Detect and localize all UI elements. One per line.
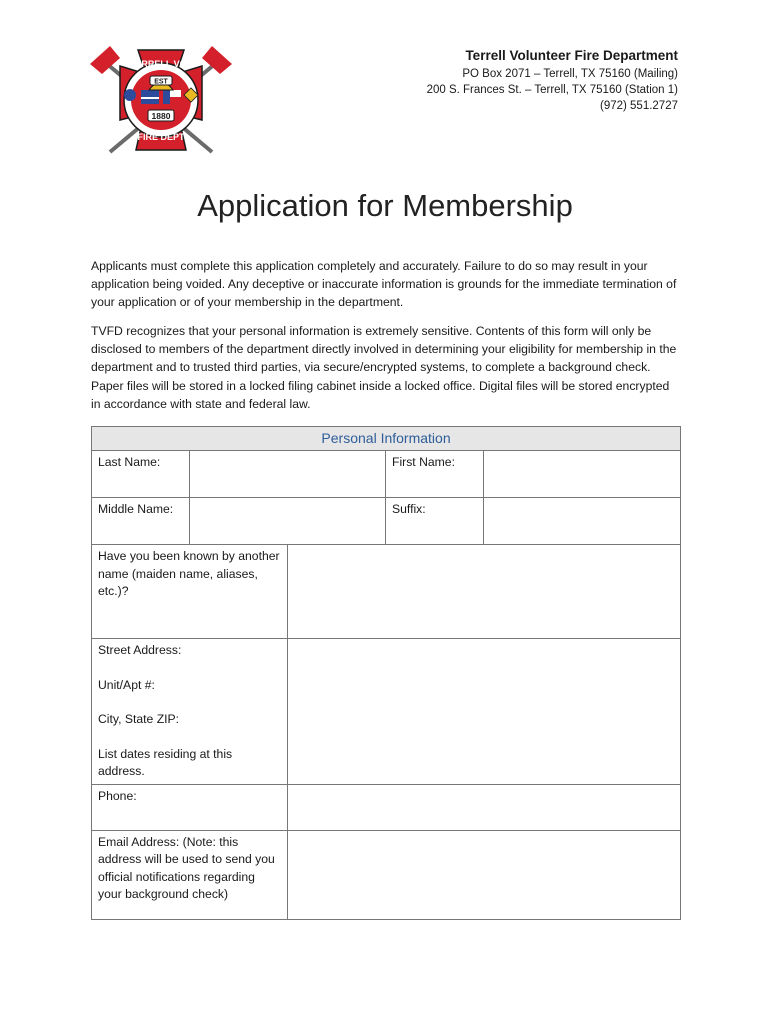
logo-top-text: TERRELL VOL	[129, 59, 193, 69]
organization-name: Terrell Volunteer Fire Department	[465, 48, 678, 63]
intro-paragraph: Applicants must complete this application completely and accurately. Failure to do so may result in your application being voided. Any deceptive or inaccurate information is grounds for the immediate termination of your application or of your membership in the department.	[91, 259, 677, 310]
last-name-field[interactable]	[190, 451, 386, 498]
suffix-label: Suffix:	[386, 498, 484, 545]
residence-dates-label: List dates residing at this address.	[98, 746, 233, 778]
address-field[interactable]	[288, 639, 681, 785]
fire-department-logo	[86, 40, 236, 160]
station-address: 200 S. Frances St. – Terrell, TX 75160 (Station 1)	[426, 84, 678, 96]
organization-header	[427, 48, 678, 114]
city-state-zip-label: City, State ZIP:	[98, 712, 180, 726]
email-label: Email Address: (Note: this address will be used to send you official notifications regarding your background check)	[92, 830, 288, 919]
section-header	[92, 427, 681, 451]
email-field[interactable]	[288, 830, 681, 919]
first-name-label: First Name:	[386, 451, 484, 498]
street-address-label: Street Address:	[98, 643, 182, 657]
privacy-paragraph: TVFD recognizes that your personal information is extremely sensitive. Contents of this form will only be disclosed to members of the department directly involved in determining your eligibility for membership in the department and to trusted third parties, via secure/encrypted systems, to complete a background check. Paper files will be stored in a locked filing cabinet inside a locked office. Digital files will be stored encrypted in accordance with state and federal law.	[91, 324, 677, 411]
middle-name-label: Middle Name:	[92, 498, 190, 545]
logo-year-text: 1880	[151, 111, 171, 121]
other-names-label: Have you been known by another name (maiden name, aliases, etc.)?	[92, 545, 288, 639]
middle-name-field[interactable]	[190, 498, 386, 545]
logo-bottom-text: FIRE DEPT	[137, 132, 185, 142]
mailing-address: PO Box 2071 – Terrell, TX 75160 (Mailing)	[462, 68, 678, 80]
other-names-field[interactable]	[288, 545, 681, 639]
page-title: Application for Membership	[197, 188, 573, 223]
personal-information-table	[91, 426, 681, 920]
phone-label: Phone:	[92, 784, 288, 830]
address-labels	[92, 639, 288, 785]
phone-field[interactable]	[288, 784, 681, 830]
section-title: Personal Information	[321, 430, 451, 446]
department-phone: (972) 551.2727	[599, 100, 678, 112]
star-of-life-icon	[124, 89, 136, 101]
first-name-field[interactable]	[484, 451, 681, 498]
logo-est-text: EST	[154, 78, 168, 86]
suffix-field[interactable]	[484, 498, 681, 545]
last-name-label: Last Name:	[92, 451, 190, 498]
unit-label: Unit/Apt #:	[98, 677, 155, 692]
